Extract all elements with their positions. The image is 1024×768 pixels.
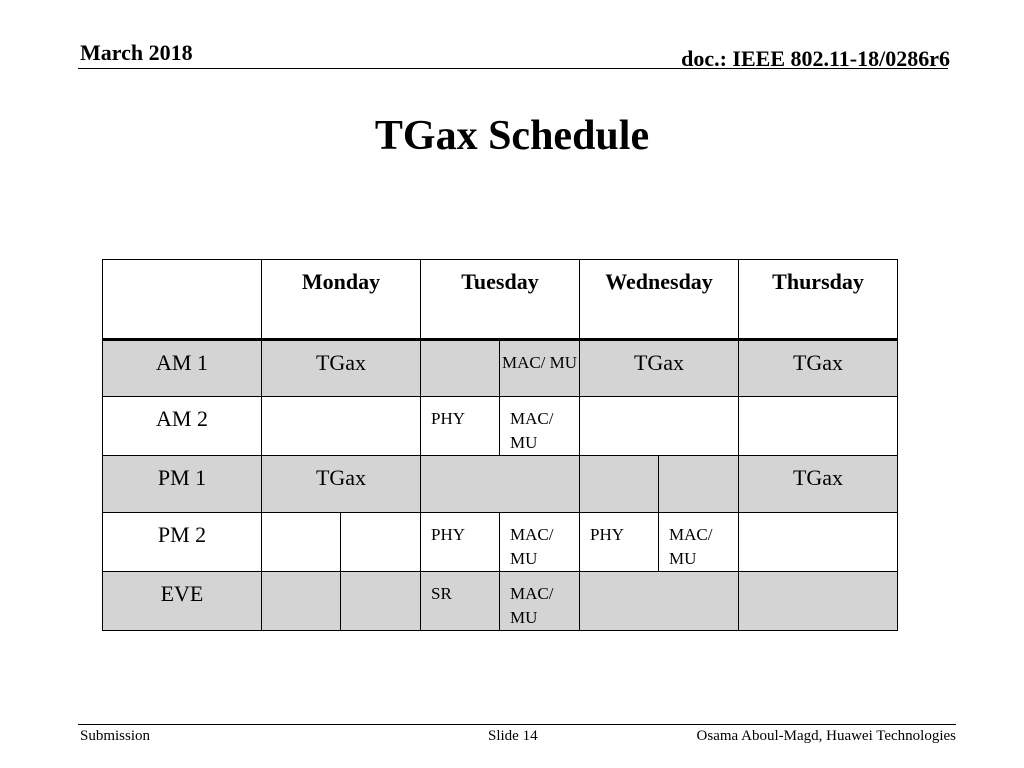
cell-am1-mon: TGax <box>262 340 421 397</box>
cell-eve-mon2 <box>341 572 421 631</box>
cell-pm1-thu: TGax <box>739 456 898 513</box>
corner-cell <box>103 260 262 340</box>
header-divider <box>78 68 948 69</box>
cell-am1-thu: TGax <box>739 340 898 397</box>
table-row <box>103 340 898 397</box>
slot-eve: EVE <box>103 572 262 631</box>
footer-divider <box>78 724 956 725</box>
cell-pm2-mon1 <box>262 513 341 572</box>
slide-title: TGax Schedule <box>374 113 650 159</box>
cell-am2-tue1: PHY <box>421 397 500 456</box>
cell-pm2-tue2: MAC/ MU <box>500 513 580 572</box>
cell-pm1-wed1 <box>580 456 659 513</box>
cell-am1-wed: TGax <box>580 340 739 397</box>
table-row <box>103 397 898 456</box>
slot-am1: AM 1 <box>103 340 262 397</box>
cell-pm1-tue <box>421 456 580 513</box>
cell-pm1-mon: TGax <box>262 456 421 513</box>
cell-pm1-wed2 <box>659 456 739 513</box>
cell-pm2-mon2 <box>341 513 421 572</box>
cell-eve-thu <box>739 572 898 631</box>
slot-pm2: PM 2 <box>103 513 262 572</box>
day-thursday: Thursday <box>739 260 898 340</box>
footer-slide-number: Slide 14 <box>488 728 538 744</box>
footer-author: Osama Aboul-Magd, Huawei Technologies <box>696 728 956 744</box>
table-row <box>103 572 898 631</box>
table-row <box>103 513 898 572</box>
cell-am2-mon <box>262 397 421 456</box>
cell-am2-thu <box>739 397 898 456</box>
day-wednesday: Wednesday <box>580 260 739 340</box>
cell-pm2-tue1: PHY <box>421 513 500 572</box>
cell-pm2-wed1: PHY <box>580 513 659 572</box>
day-tuesday: Tuesday <box>421 260 580 340</box>
header-doc-number: doc.: IEEE 802.11-18/0286r6 <box>681 46 950 71</box>
cell-am1-tue1 <box>421 340 500 397</box>
day-monday: Monday <box>262 260 421 340</box>
cell-am1-tue2: MAC/ MU <box>500 340 580 397</box>
footer-submission: Submission <box>80 728 151 744</box>
cell-eve-tue1: SR <box>421 572 500 631</box>
header-row <box>103 260 898 340</box>
cell-eve-mon1 <box>262 572 341 631</box>
schedule-table <box>102 259 898 631</box>
slot-am2: AM 2 <box>103 397 262 456</box>
cell-am2-wed <box>580 397 739 456</box>
cell-pm2-wed2: MAC/ MU <box>659 513 739 572</box>
header-date: March 2018 <box>80 40 193 65</box>
cell-eve-tue2: MAC/ MU <box>500 572 580 631</box>
cell-eve-wed <box>580 572 739 631</box>
cell-pm2-thu <box>739 513 898 572</box>
cell-am2-tue2: MAC/ MU <box>500 397 580 456</box>
slot-pm1: PM 1 <box>103 456 262 513</box>
table-row <box>103 456 898 513</box>
